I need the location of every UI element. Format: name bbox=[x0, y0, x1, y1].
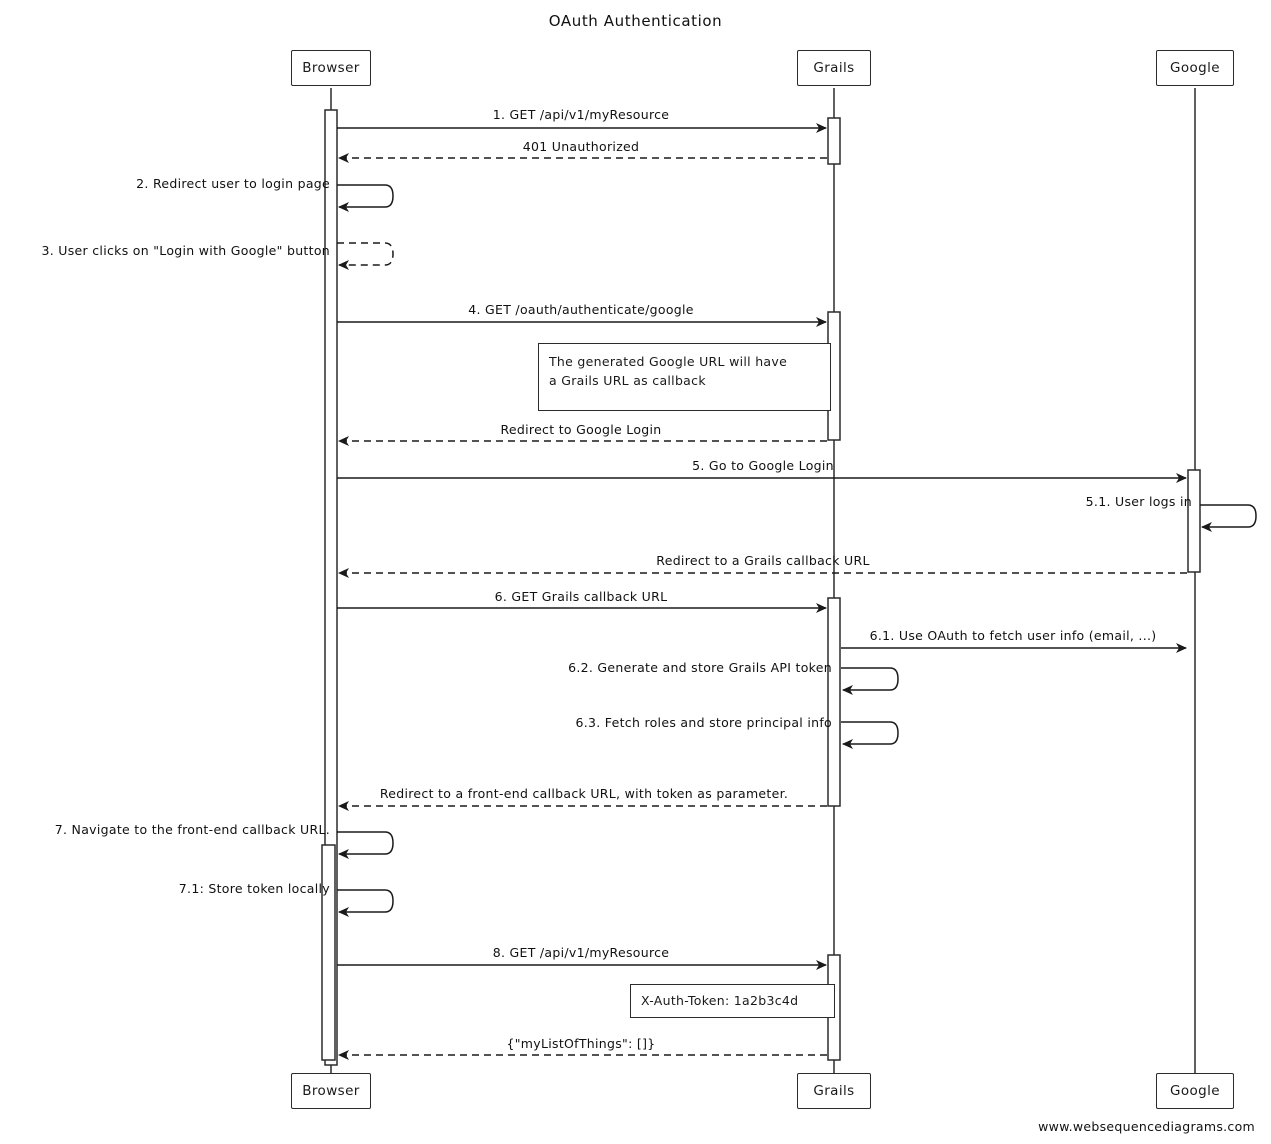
note-google-url-callback bbox=[538, 343, 831, 411]
actor-grails-top: Grails bbox=[797, 50, 871, 86]
note-line: X-Auth-Token: 1a2b3c4d bbox=[641, 993, 799, 1008]
message-label-5: 4. GET /oauth/authenticate/google bbox=[468, 302, 694, 317]
message-label-4: 3. User clicks on "Login with Google" button bbox=[41, 243, 330, 258]
actor-google-bottom: Google bbox=[1156, 1073, 1234, 1109]
actor-google-top: Google bbox=[1156, 50, 1234, 86]
message-label-1: 1. GET /api/v1/myResource bbox=[492, 107, 670, 122]
source-watermark: www.websequencediagrams.com bbox=[1038, 1119, 1255, 1134]
message-label-18: {"myListOfThings": []} bbox=[506, 1036, 656, 1051]
message-label-2: 401 Unauthorized bbox=[522, 139, 640, 154]
message-label-10: 6. GET Grails callback URL bbox=[494, 589, 668, 604]
note-auth-token bbox=[630, 984, 835, 1018]
page-title: OAuth Authentication bbox=[548, 12, 723, 30]
message-label-15: 7. Navigate to the front-end callback URL. bbox=[54, 822, 330, 837]
message-label-14: Redirect to a front-end callback URL, with token as parameter. bbox=[379, 786, 789, 801]
message-label-11: 6.1. Use OAuth to fetch user info (email, ...) bbox=[869, 628, 1157, 643]
message-label-13: 6.3. Fetch roles and store principal info bbox=[575, 715, 832, 730]
message-label-12: 6.2. Generate and store Grails API token bbox=[568, 660, 832, 675]
actor-browser-bottom: Browser bbox=[291, 1073, 371, 1109]
actor-grails-bottom: Grails bbox=[797, 1073, 871, 1109]
message-label-3: 2. Redirect user to login page bbox=[136, 176, 330, 191]
message-label-17: 8. GET /api/v1/myResource bbox=[492, 945, 670, 960]
message-label-16: 7.1: Store token locally bbox=[178, 881, 330, 896]
message-label-7: 5. Go to Google Login bbox=[692, 458, 834, 473]
note-line: a Grails URL as callback bbox=[549, 373, 706, 389]
note-line: The generated Google URL will have bbox=[549, 354, 788, 369]
actor-browser-top: Browser bbox=[291, 50, 371, 86]
message-label-8: 5.1. User logs in bbox=[1085, 494, 1192, 509]
message-label-6: Redirect to Google Login bbox=[500, 422, 662, 437]
message-label-9: Redirect to a Grails callback URL bbox=[656, 553, 870, 568]
